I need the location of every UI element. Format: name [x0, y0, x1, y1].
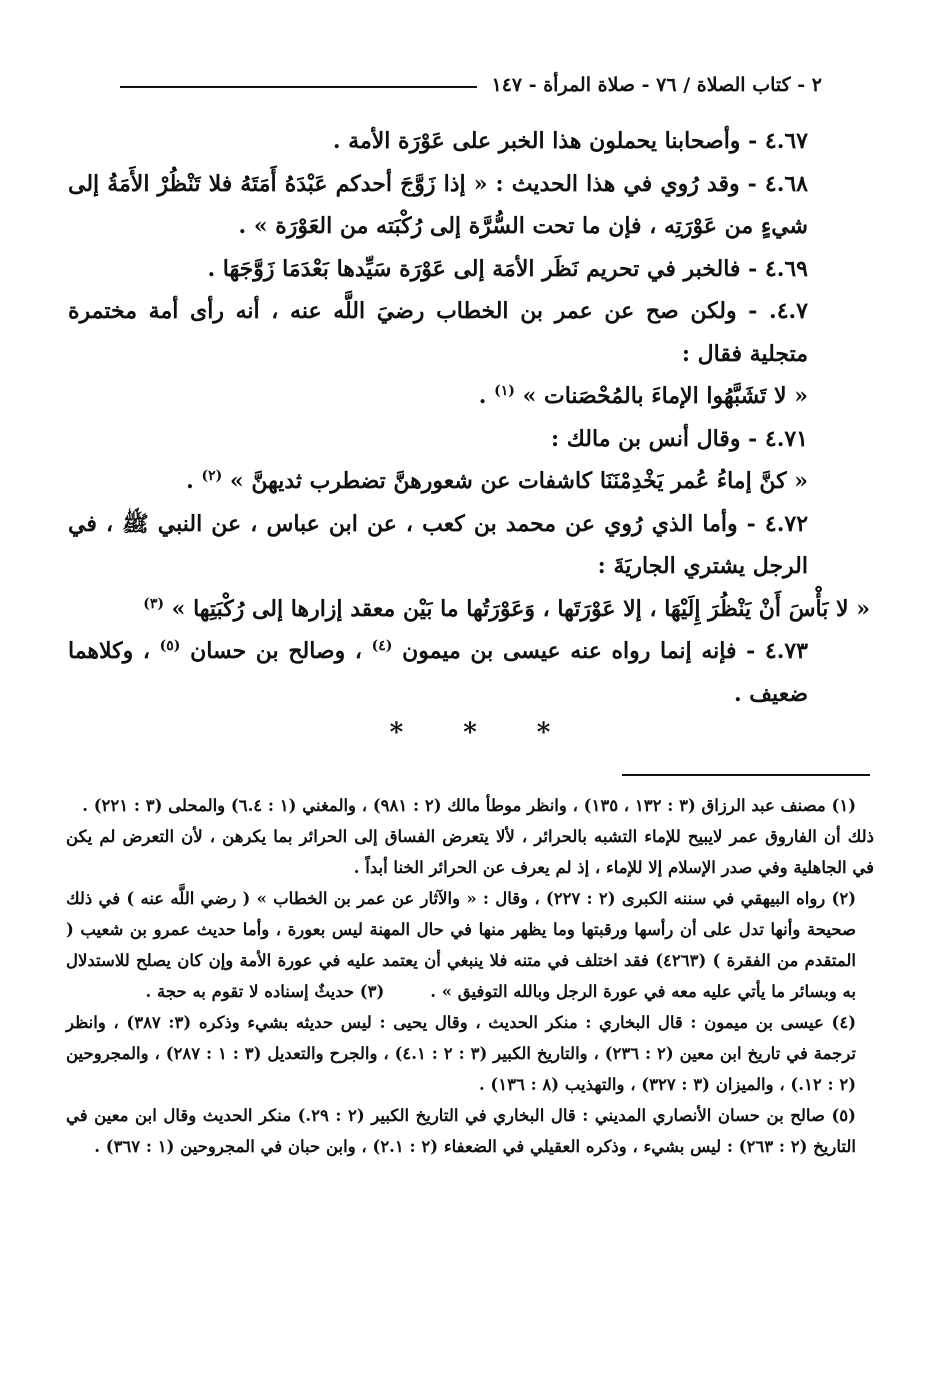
quote-hadith: « لا بَأْسَ أَنْ يَنْظُرَ إِلَيْهَا ، إلا عَوْرَتَها ، وَعَوْرَتُها ما بَيْن معقد إزارها إلى رُكْبَتِها » $^{(٣)}$ — [143, 595, 870, 622]
footnote-2: (٢) رواه البيهقي في سننه الكبرى (٢ : ٢٢٧) ، وقال : « والآثار عن عمر بن الخطاب » ( رضي اللَّه عنه ) في ذلك صحيحة وأنها تدل على أن رأسها ورقبتها وما يظهر منها في حال المهنة ليس بعورة ، وأما حديث عمرو بن شعيب ( المتقدم من الفقرة ) (٤٢٦٣) فقد اختلف في متنه فلا ينبغي أن يعتمد عليه في عورة الأمة وإن كان يصلح للاستدلال به وبسائر ما يأتي عليه معه في عورة الرجل وبالله التوفيق » . (٣) حديثٌ إسناده لا تقوم به حجة . — [66, 889, 856, 1001]
footnote-ref-3[interactable]: (٣) — [143, 595, 164, 612]
star-glyph: * — [389, 718, 404, 748]
footnote-rule — [622, 774, 870, 776]
paragraph-4073: ٤.٧٣ - فإنه إنما رواه عنه عيسى بن ميمون $^{(٤)}$ ، وصالح بن حسان $^{(٥)}$ ، وكلاهما ضعيف . — [68, 638, 808, 707]
paragraph-4069: ٤.٦٩ - فالخبر في تحريم نَظَر الأمَة إلى عَوْرَة سَيِّدها بَعْدَمَا زَوَّجَهَا . — [207, 255, 808, 282]
quote-umar: « لا تَشَبَّهُوا الإماءَ بالمُحْصَنات » $^{(١)}$ . — [478, 383, 808, 409]
footnote-ref-4[interactable]: (٤) — [371, 638, 393, 654]
footnote-ref-1[interactable]: (١) — [494, 383, 515, 399]
main-text — [68, 120, 870, 715]
paragraph-4071: ٤.٧١ - وقال أنس بن مالك : — [550, 425, 808, 452]
paragraph-4070: ٤.٧. - ولكن صح عن عمر بن الخطاب رضيَ اللَّه عنه ، أنه رأى أمة مختمرة متجلية فقال : — [68, 298, 808, 367]
paragraph-4072: ٤.٧٢ - وأما الذي رُوي عن محمد بن كعب ، عن ابن عباس ، عن النبي ﷺ ، في الرجل يشتري الجاريَةَ : — [68, 510, 809, 579]
footnote-3: (٣) حديثٌ إسناده لا تقوم به حجة . — [145, 982, 385, 1001]
footnotes — [66, 790, 874, 1162]
section-separator — [0, 718, 940, 748]
running-header — [120, 62, 822, 96]
footnote-1-comment: ذلك أن الفاروق عمر لايبيح للإماء التشبه بالحرائر ، لألا يتعرض الفساق إلى الحرائر بما يكرهن ، لأن التعرض لم يكن في الجاهلية وفي صدر الإسلام إلا للإماء ، إذ لم يعرف عن الحرائر الخنا أبداً . — [66, 827, 874, 877]
footnote-4: (٤) عيسى بن ميمون : قال البخاري : منكر الحديث ، وقال يحيى : ليس حديثه بشيء وذكره (٣: ٣٨٧) ، وانظر ترجمة في تاريخ ابن معين (٢ : ٢٣٦) ، والتاريخ الكبير (٣ : ٢ : ٤.١) ، والجرح والتعديل (٣ : ١ : ٢٨٧) ، والمجروحين (٢ : ١٢.) ، والميزان (٣ : ٣٢٧) ، والتهذيب (٨ : ١٣٦) . — [66, 1013, 857, 1094]
footnote-1: (١) مصنف عبد الرزاق (٣ : ١٣٢ ، ١٣٥) ، وانظر موطأ مالك (٢ : ٩٨١) ، والمغني (١ : ٦.٤) والمحلى (٣ : ٢٢١) . — [82, 796, 856, 815]
star-glyph: * — [463, 718, 477, 748]
footnote-ref-2[interactable]: (٢) — [201, 468, 223, 484]
header-rule — [120, 86, 477, 88]
footnote-ref-5[interactable]: (٥) — [159, 638, 181, 654]
quote-anas: « كنَّ إماءُ عُمر يَخْدِمْنَنَا كاشفات عن شعورهنَّ تضطرب ثديهنَّ » $^{(٢)}$ . — [186, 468, 808, 494]
paragraph-4068: ٤.٦٨ - وقد رُوي في هذا الحديث : « إذا زَوَّجَ أحدكم عَبْدَهُ أَمَتَهُ فلا تَنْظُرْ الأَمَةُ إلى شيءٍ من عَوْرَتِه ، فإن ما تحت السُّرَّة إلى رُكْبَته من العَوْرَة » . — [68, 170, 808, 239]
running-title: ٢ - كتاب الصلاة / ٧٦ - صلاة المرأة - ١٤٧ — [491, 74, 822, 96]
paragraph-4067: ٤.٦٧ - وأصحابنا يحملون هذا الخبر على عَوْرَة الأمة . — [332, 128, 808, 154]
footnote-5: (٥) صالح بن حسان الأنصاري المديني : قال البخاري في التاريخ الكبير (٢ : ٢٩.) منكر الحديث وقال ابن معين في التاريخ (٢ : ٢٦٣) : ليس بشيء ، وذكره العقيلي في الضعفاء (٢ : ٢.١) ، وابن حبان في المجروحين (١ : ٣٦٧) . — [66, 1106, 856, 1156]
star-glyph: * — [536, 718, 551, 748]
